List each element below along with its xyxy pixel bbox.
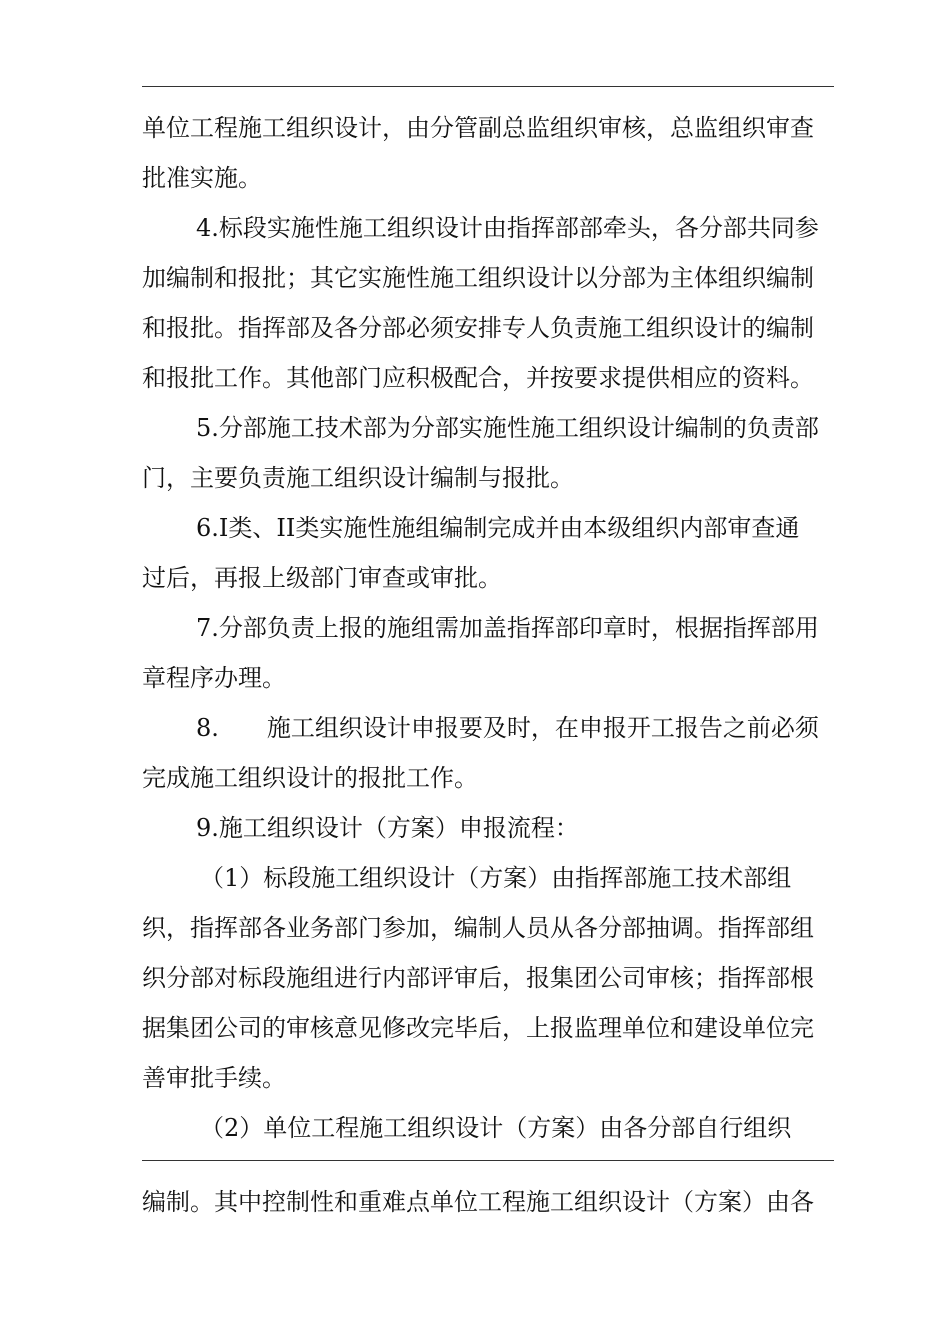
text-line: 7.分部负责上报的施组需加盖指挥部印章时，根据指挥部用 [196, 614, 819, 642]
text-line: 6.I类、II类实施性施组编制完成并由本级组织内部审查通 [196, 514, 800, 542]
paragraph-subitem-1 [142, 853, 834, 1103]
text-line: 织，指挥部各业务部门参加，编制人员从各分部抽调。指挥部组 [142, 914, 814, 942]
text-line: 9.施工组织设计（方案）申报流程： [196, 814, 579, 842]
text-line: 织分部对标段施组进行内部评审后，报集团公司审核；指挥部根 [142, 964, 814, 992]
text-line: 善审批手续。 [142, 1064, 286, 1092]
text-line: 批准实施。 [142, 164, 262, 192]
text-line: 8. 施工组织设计申报要及时，在申报开工报告之前必须 [196, 714, 819, 742]
paragraph-continuation [142, 103, 834, 203]
text-line: 门，主要负责施工组织设计编制与报批。 [142, 464, 574, 492]
text-line: 和报批。指挥部及各分部必须安排专人负责施工组织设计的编制 [142, 314, 814, 342]
paragraph-subitem-2 [142, 1103, 834, 1153]
text-line: 编制。其中控制性和重难点单位工程施工组织设计（方案）由各 [142, 1188, 814, 1216]
paragraph-item-7 [142, 603, 834, 703]
footer-rule [142, 1160, 834, 1161]
text-line: 4.标段实施性施工组织设计由指挥部部牵头，各分部共同参 [196, 214, 819, 242]
text-line: 和报批工作。其他部门应积极配合，并按要求提供相应的资料。 [142, 364, 814, 392]
text-line: 加编制和报批；其它实施性施工组织设计以分部为主体组织编制 [142, 264, 814, 292]
paragraph-item-8 [142, 703, 834, 803]
header-rule [142, 86, 834, 87]
text-line: 完成施工组织设计的报批工作。 [142, 764, 478, 792]
paragraph-item-5 [142, 403, 834, 503]
text-line: 过后，再报上级部门审查或审批。 [142, 564, 502, 592]
paragraph-item-6 [142, 503, 834, 603]
page-body [142, 103, 834, 1153]
text-line: 单位工程施工组织设计，由分管副总监组织审核，总监组织审查 [142, 114, 814, 142]
text-line: （1）标段施工组织设计（方案）由指挥部施工技术部组 [200, 864, 792, 892]
text-line: 5.分部施工技术部为分部实施性施工组织设计编制的负责部 [196, 414, 819, 442]
paragraph-continuation-next [142, 1177, 834, 1227]
text-line: 据集团公司的审核意见修改完毕后，上报监理单位和建设单位完 [142, 1014, 814, 1042]
paragraph-item-4 [142, 203, 834, 403]
paragraph-item-9 [142, 803, 834, 853]
next-page-body [142, 1177, 834, 1227]
text-line: （2）单位工程施工组织设计（方案）由各分部自行组织 [200, 1114, 792, 1142]
text-line: 章程序办理。 [142, 664, 286, 692]
